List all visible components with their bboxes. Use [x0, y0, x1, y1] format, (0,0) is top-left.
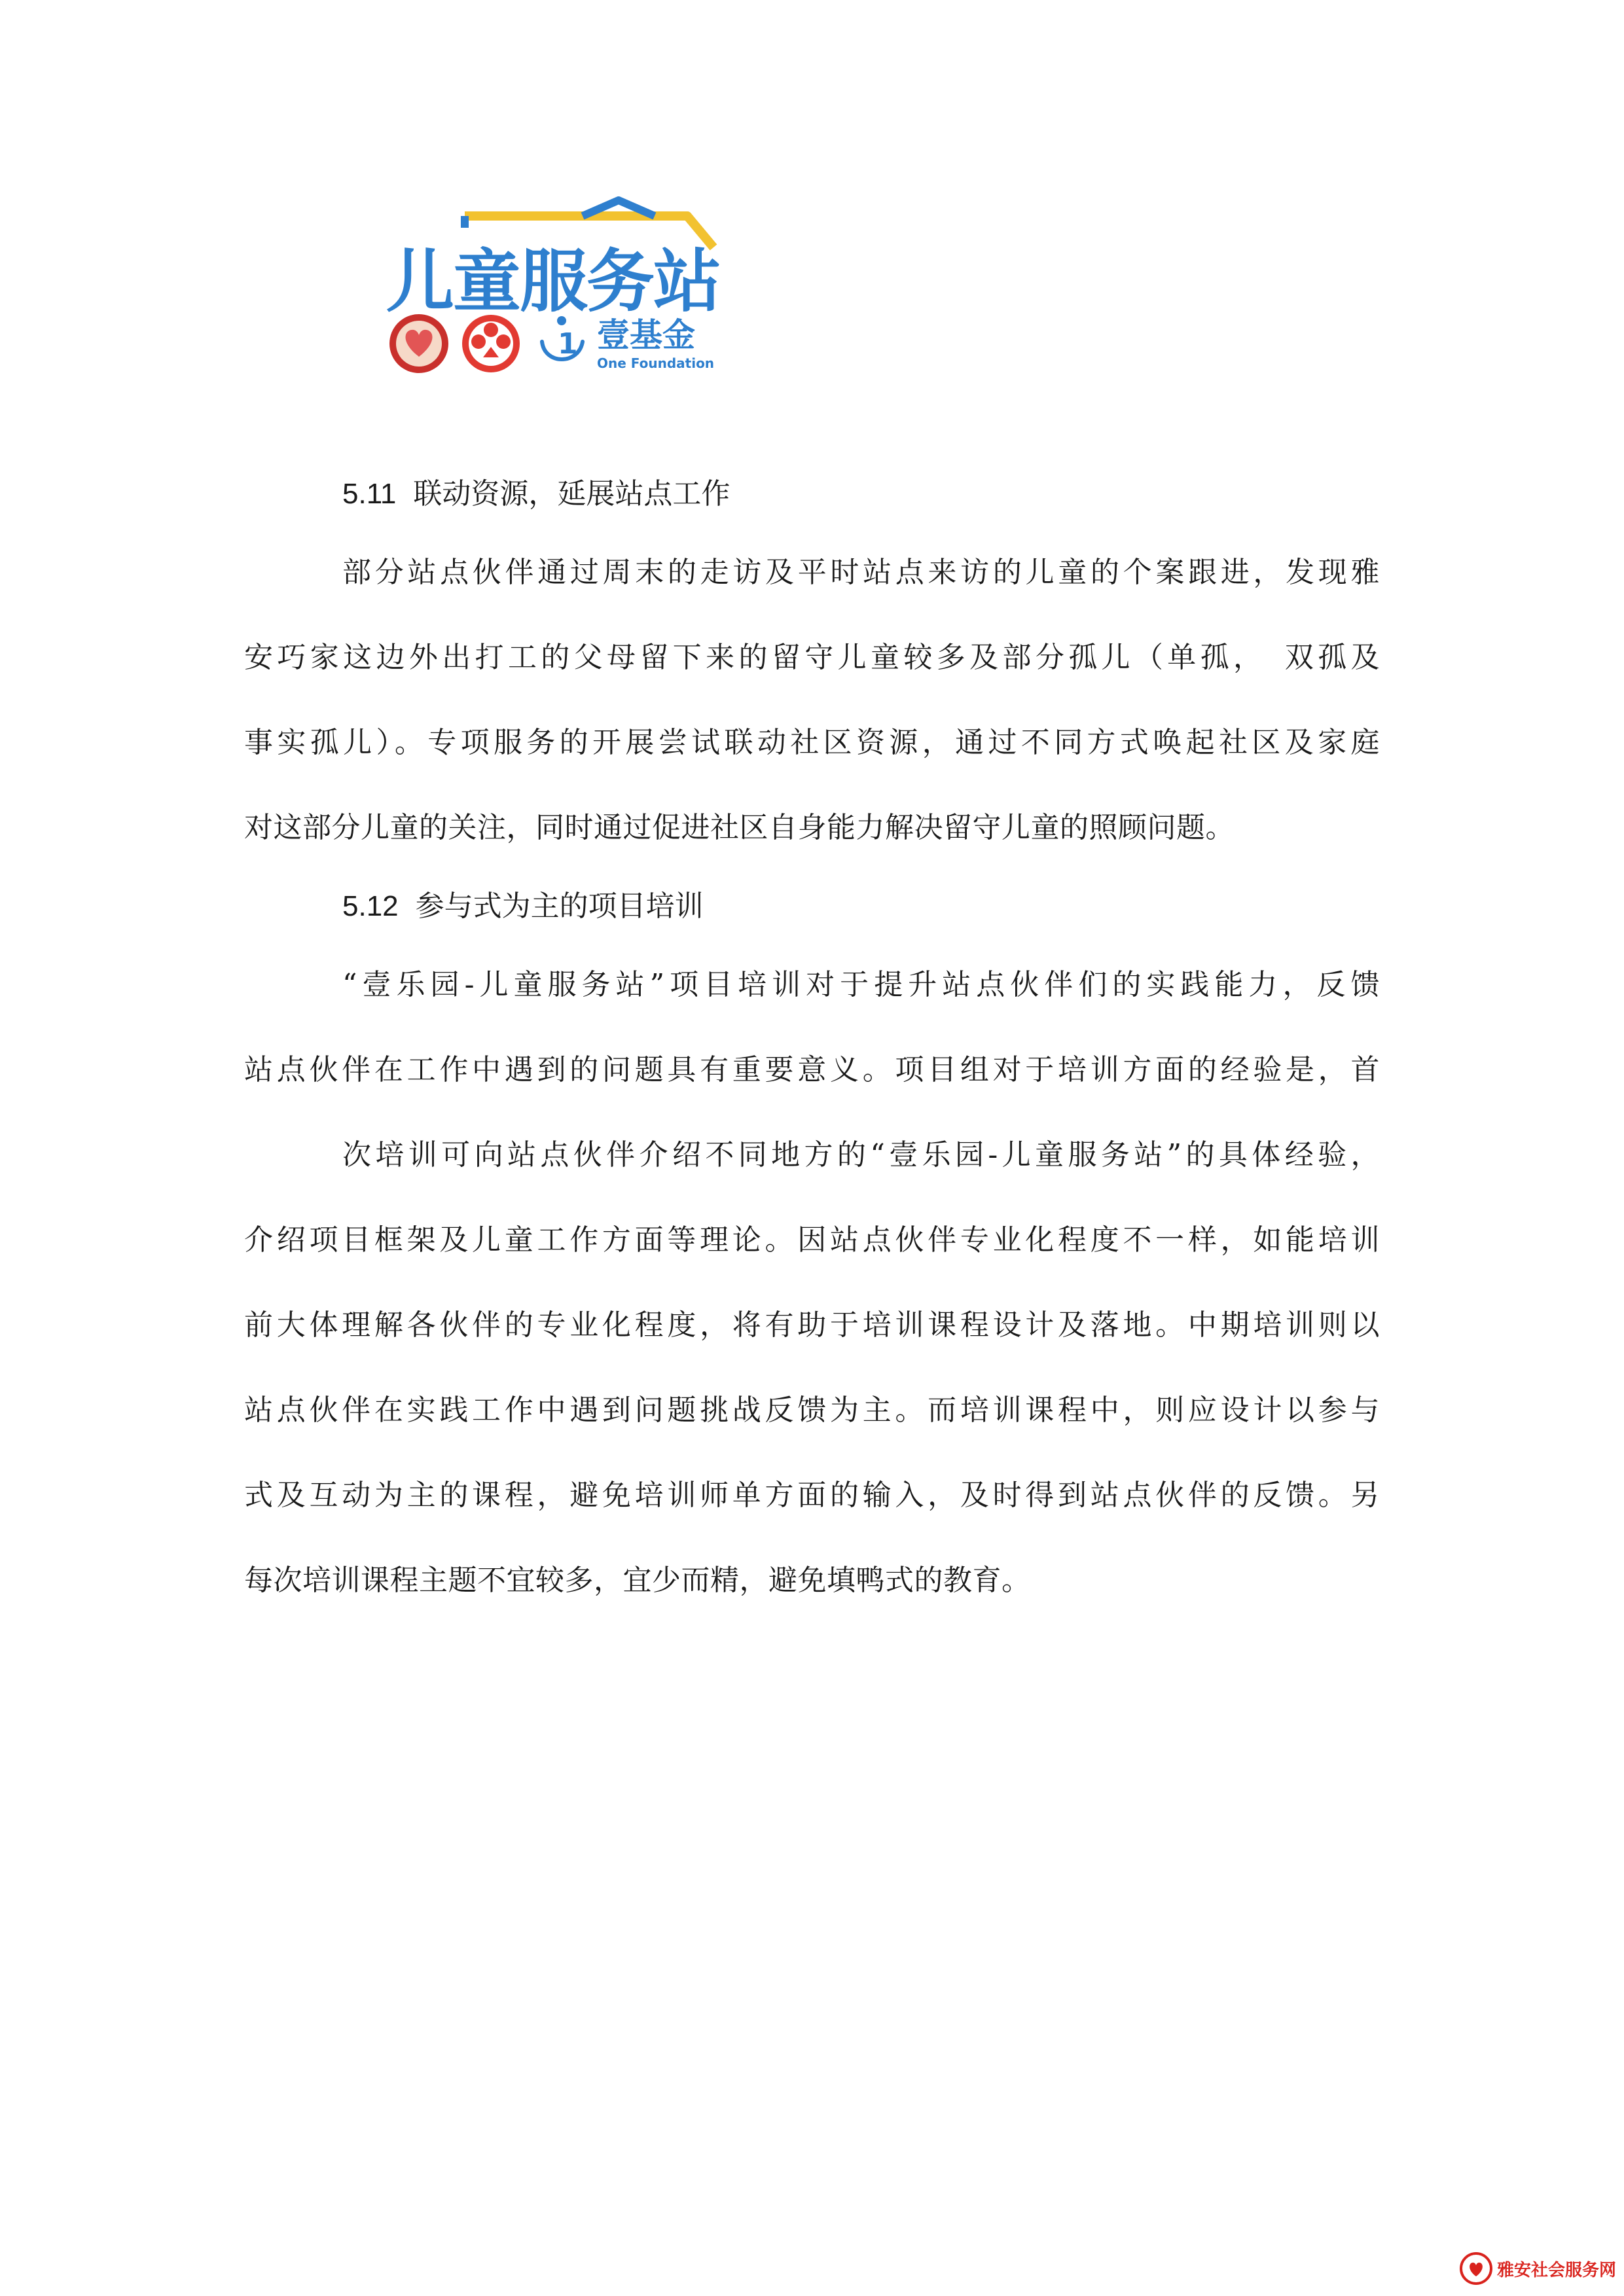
svg-text:1: 1	[558, 327, 578, 361]
paragraph-line: 站点伙伴在实践工作中遇到问题挑战反馈为主。而培训课程中，则应设计以参与	[244, 1393, 1380, 1427]
paragraph-line: “壹乐园-儿童服务站”项目培训对于提升站点伙伴们的实践能力，反馈	[342, 968, 1380, 1001]
section-paragraph-5-11	[244, 530, 1380, 870]
section-title: 联动资源，延展站点工作	[413, 477, 731, 511]
paragraph-line: 部分站点伙伴通过周末的走访及平时站点来访的儿童的个案跟进，发现雅	[342, 556, 1380, 589]
paragraph-line: 站点伙伴在工作中遇到的问题具有重要意义。项目组对于培训方面的经验是，首	[244, 1053, 1380, 1086]
children-service-station-logo	[386, 190, 727, 386]
site-watermark	[1459, 2249, 1616, 2288]
paragraph-line: 安巧家这边外出打工的父母留下来的留守儿童较多及部分孤儿（单孤， 双孤及	[244, 641, 1380, 674]
watermark-logo-icon	[1459, 2251, 1493, 2286]
section-paragraph-5-12	[244, 942, 1380, 1623]
paragraph-line: 对这部分儿童的关注，同时通过促进社区自身能力解决留守儿童的照顾问题。	[244, 811, 1235, 844]
logo-org-english: One Foundation	[597, 355, 715, 371]
paragraph-line: 前大体理解各伙伴的专业化程度，将有助于培训课程设计及落地。中期培训则以	[244, 1308, 1380, 1342]
paragraph-line: 事实孤儿）。专项服务的开展尝试联动社区资源，通过不同方式唤起社区及家庭	[244, 726, 1380, 759]
section-number: 5.11	[342, 478, 397, 510]
paragraph-line: 次培训可向站点伙伴介绍不同地方的“壹乐园-儿童服务站”的具体经验，	[342, 1138, 1380, 1172]
document-body	[244, 458, 1380, 1623]
section-title: 参与式为主的项目培训	[415, 889, 704, 923]
watermark-text: 雅安社会服务网	[1496, 2260, 1616, 2280]
paragraph-line: 介绍项目框架及儿童工作方面等理论。因站点伙伴专业化程度不一样，如能培训	[244, 1223, 1380, 1257]
paragraph-line: 式及互动为主的课程，避免培训师单方面的输入，及时得到站点伙伴的反馈。另	[244, 1479, 1380, 1512]
logo-title: 儿童服务站	[386, 242, 721, 321]
section-number: 5.12	[342, 890, 399, 922]
section-heading-5-12	[244, 870, 1380, 942]
logo-org-chinese: 壹基金	[597, 316, 695, 354]
section-heading-5-11	[244, 458, 1380, 530]
paragraph-line: 每次培训课程主题不宜较多，宜少而精，避免填鸭式的教育。	[244, 1564, 1031, 1597]
